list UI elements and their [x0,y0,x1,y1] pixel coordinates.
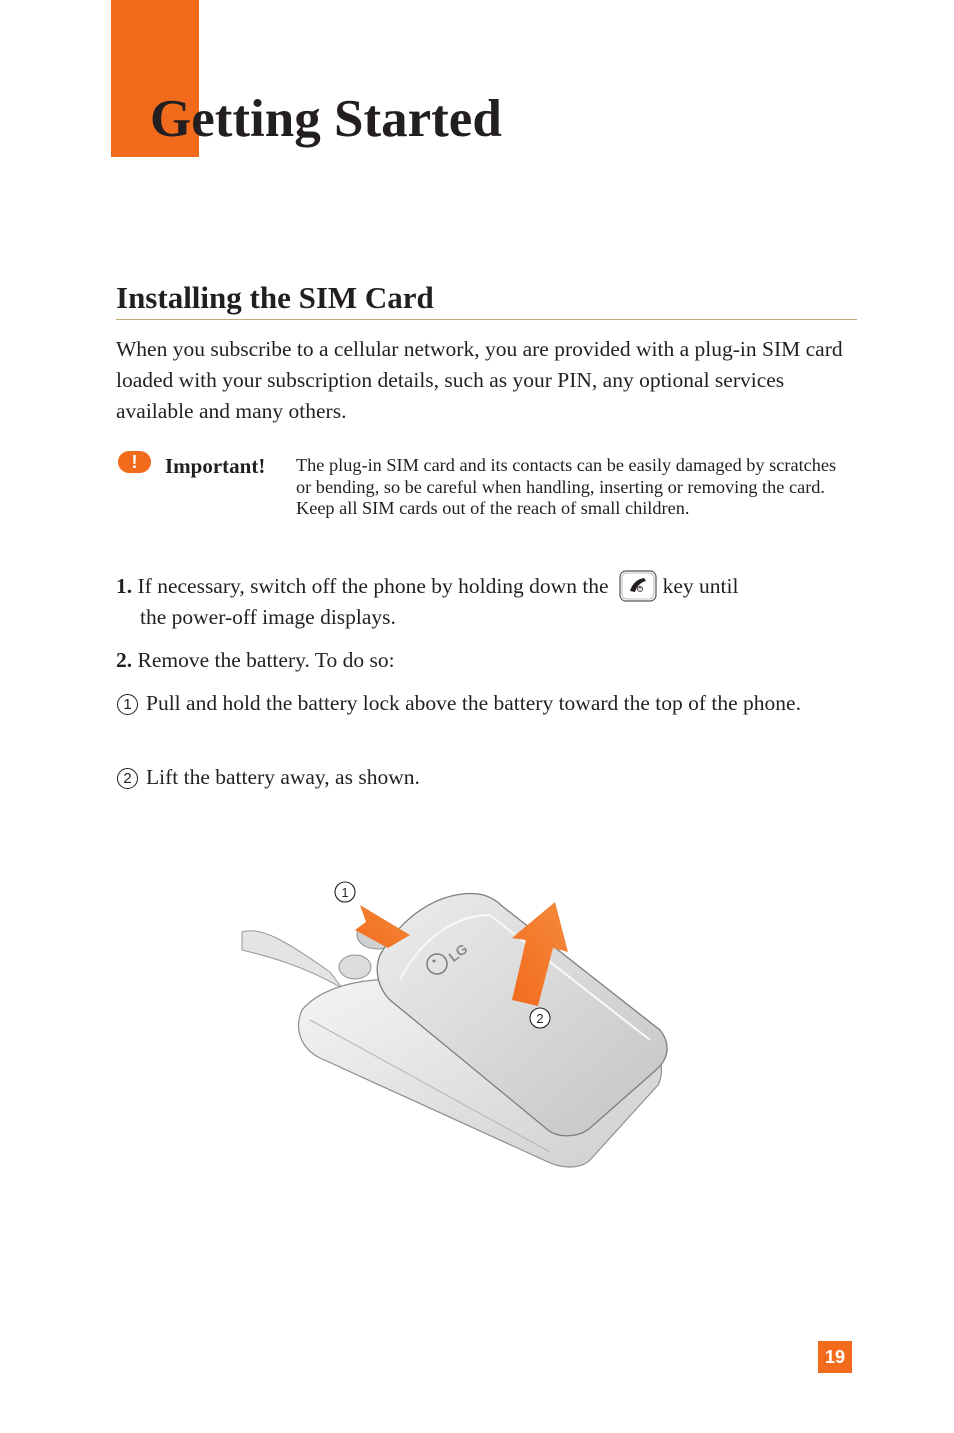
step-2 [116,645,395,676]
substep-2-text: Lift the battery away, as shown. [146,765,420,789]
important-label: Important! [165,454,266,478]
step-2-number: 2. [116,648,133,672]
step-1-text-line2: the power-off image displays. [140,605,396,629]
step-1-text: If necessary, switch off the phone by holding down the [137,574,609,598]
section-title: Installing the SIM Card [116,280,434,315]
step-1-text-after-key: key until [662,574,739,598]
figure-callout-2: 2 [536,1011,544,1026]
chapter-title: Getting Started [150,90,502,148]
important-text: The plug-in SIM card and its contacts can be easily damaged by scratches or bending, so be careful when handling, inserting or removing the card. Keep all SIM cards out of the reach of small children. [296,455,837,518]
page-number: 19 [818,1341,852,1373]
battery-removal-illustration [230,860,680,1180]
step-2-text: Remove the battery. To do so: [137,648,395,672]
end-key-icon [619,570,657,602]
step-1-number: 1. [116,574,133,598]
lg-logo-text: LG [445,940,471,966]
step-1 [116,570,836,633]
substep-1-text: Pull and hold the battery lock above the battery toward the top of the phone. [146,691,801,715]
substep-1-marker: 1 [117,694,138,715]
intro-paragraph: When you subscribe to a cellular network, you are provided with a plug-in SIM card loaded with your subscription details, such as your PIN, any optional services available and many others. [116,337,843,423]
exclamation-icon: ! [118,451,151,473]
figure-callout-1: 1 [341,885,349,900]
section-divider [116,319,857,320]
substep-2-marker: 2 [117,768,138,789]
